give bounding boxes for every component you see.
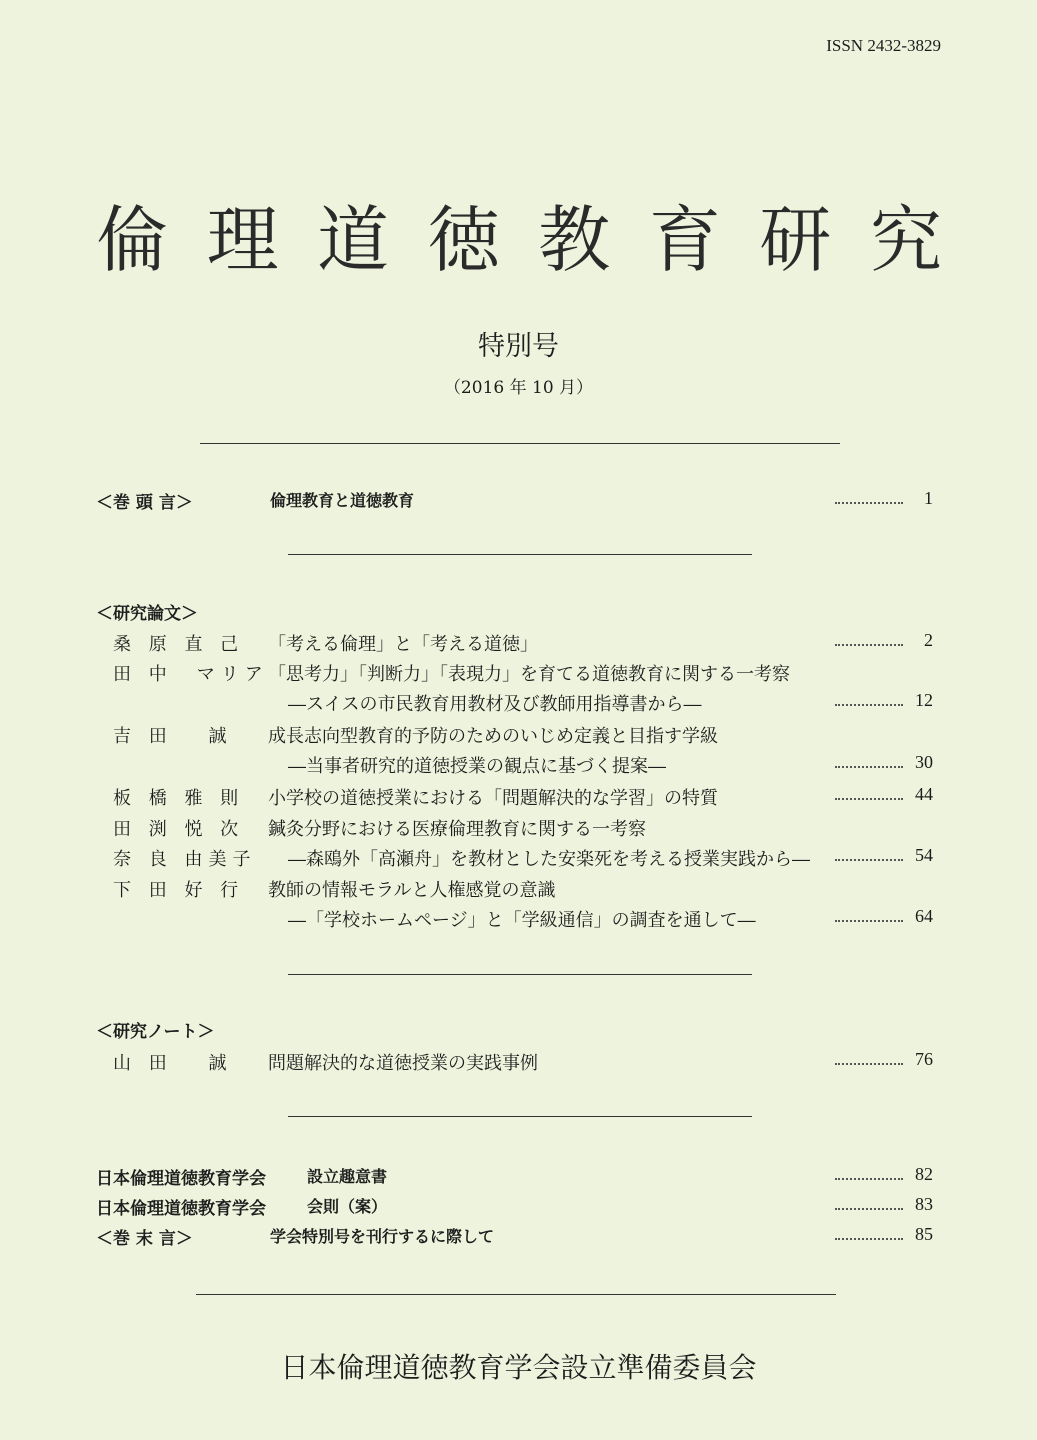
- leader-dots: [835, 1230, 903, 1240]
- divider: [288, 974, 752, 975]
- page-number: 85: [915, 1224, 933, 1244]
- author-name: 奈 良 由美子: [113, 849, 257, 870]
- entry-title: 教師の情報モラルと人権感覚の意識: [268, 880, 556, 901]
- title-char: 究: [869, 198, 942, 282]
- leader-dots: [835, 790, 903, 800]
- divider: [196, 1294, 836, 1295]
- journal-title: [96, 195, 942, 285]
- page-number: 64: [915, 906, 933, 926]
- entry-title: 会則（案）: [307, 1197, 388, 1216]
- title-char: 倫: [96, 198, 169, 282]
- divider: [288, 1116, 752, 1117]
- entry-title: 鍼灸分野における医療倫理教育に関する一考察: [268, 819, 646, 840]
- page-number: 83: [915, 1194, 933, 1214]
- entry-title: 「思考力」「判断力」「表現力」を育てる道徳教育に関する一考察: [268, 664, 790, 685]
- title-char: 道: [317, 198, 390, 282]
- entry-subtitle: ―スイスの市民教育用教材及び教師用指導書から―: [288, 694, 702, 715]
- entry-subtitle: ―「学校ホームページ」と「学級通信」の調査を通して―: [288, 910, 756, 931]
- page-number: 1: [924, 488, 933, 508]
- author-name: 田 中 マリア: [113, 664, 269, 685]
- title-char: 研: [759, 198, 832, 282]
- toc-entry[interactable]: [0, 876, 1037, 906]
- section-label: ＜巻 頭 言＞: [96, 493, 193, 513]
- leader-dots: [835, 1055, 903, 1065]
- author-name: 山 田 誠: [113, 1053, 233, 1074]
- page-number: 82: [915, 1164, 933, 1184]
- author-name: 吉 田 誠: [113, 726, 233, 747]
- page-number: 12: [915, 690, 933, 710]
- section-label: ＜巻 末 言＞: [96, 1229, 193, 1249]
- entry-title: 成長志向型教育的予防のためのいじめ定義と目指す学級: [268, 726, 718, 747]
- page-number: 30: [915, 752, 933, 772]
- author-name: 下 田 好 行: [113, 880, 245, 901]
- entry-title: 「考える倫理」と「考える道徳」: [268, 634, 538, 655]
- toc-entry[interactable]: [0, 845, 1037, 875]
- toc-entry-subtitle[interactable]: [0, 690, 1037, 720]
- toc-entry-subtitle[interactable]: [0, 752, 1037, 782]
- divider: [288, 554, 752, 555]
- section-label: 日本倫理道徳教育学会: [96, 1169, 266, 1189]
- issn-number: ISSN 2432-3829: [826, 36, 941, 55]
- page-number: 76: [915, 1049, 933, 1069]
- entry-title: 倫理教育と道徳教育: [270, 491, 415, 510]
- leader-dots: [835, 636, 903, 646]
- page-number: 54: [915, 845, 933, 865]
- page-number: 44: [915, 784, 933, 804]
- divider: [200, 443, 840, 444]
- leader-dots: [835, 1170, 903, 1180]
- toc-entry[interactable]: [0, 784, 1037, 814]
- toc-entry[interactable]: [0, 660, 1037, 690]
- section-label: ＜研究論文＞: [96, 604, 198, 624]
- publisher-name: 日本倫理道徳教育学会設立準備委員会: [280, 1351, 757, 1384]
- toc-entry[interactable]: [0, 1049, 1037, 1079]
- title-char: 教: [538, 198, 611, 282]
- leader-dots: [835, 1200, 903, 1210]
- toc-entry-subtitle[interactable]: [0, 906, 1037, 936]
- toc-appendix-entry[interactable]: [0, 1224, 1037, 1254]
- section-header: [0, 1017, 1037, 1047]
- toc-entry[interactable]: [0, 722, 1037, 752]
- section-label: 日本倫理道徳教育学会: [96, 1199, 266, 1219]
- toc-foreword[interactable]: [0, 488, 1037, 518]
- title-char: 育: [648, 198, 721, 282]
- author-name: 桑 原 直 己: [113, 634, 245, 655]
- page-number: 2: [924, 630, 933, 650]
- author-name: 板 橋 雅 則: [113, 788, 245, 809]
- toc-entry[interactable]: [0, 815, 1037, 845]
- entry-subtitle: ―森鴎外「高瀬舟」を教材とした安楽死を考える授業実践から―: [288, 849, 810, 870]
- entry-title: 設立趣意書: [307, 1167, 388, 1186]
- section-header: [0, 599, 1037, 629]
- leader-dots: [835, 696, 903, 706]
- leader-dots: [835, 758, 903, 768]
- title-char: 理: [206, 198, 279, 282]
- issue-date: （2016 年 10 月）: [443, 378, 594, 398]
- leader-dots: [835, 494, 903, 504]
- entry-subtitle: ―当事者研究的道徳授業の観点に基づく提案―: [288, 756, 666, 777]
- toc-entry[interactable]: [0, 630, 1037, 660]
- entry-title: 学会特別号を刊行するに際して: [270, 1227, 495, 1246]
- author-name: 田 渕 悦 次: [113, 819, 245, 840]
- toc-appendix-entry[interactable]: [0, 1194, 1037, 1224]
- issue-subtitle: 特別号: [478, 331, 559, 362]
- entry-title: 問題解決的な道徳授業の実践事例: [268, 1053, 538, 1074]
- title-char: 徳: [427, 198, 500, 282]
- section-label: ＜研究ノート＞: [96, 1022, 215, 1042]
- leader-dots: [835, 912, 903, 922]
- leader-dots: [835, 851, 903, 861]
- toc-appendix-entry[interactable]: [0, 1164, 1037, 1194]
- entry-title: 小学校の道徳授業における「問題解決的な学習」の特質: [268, 788, 718, 809]
